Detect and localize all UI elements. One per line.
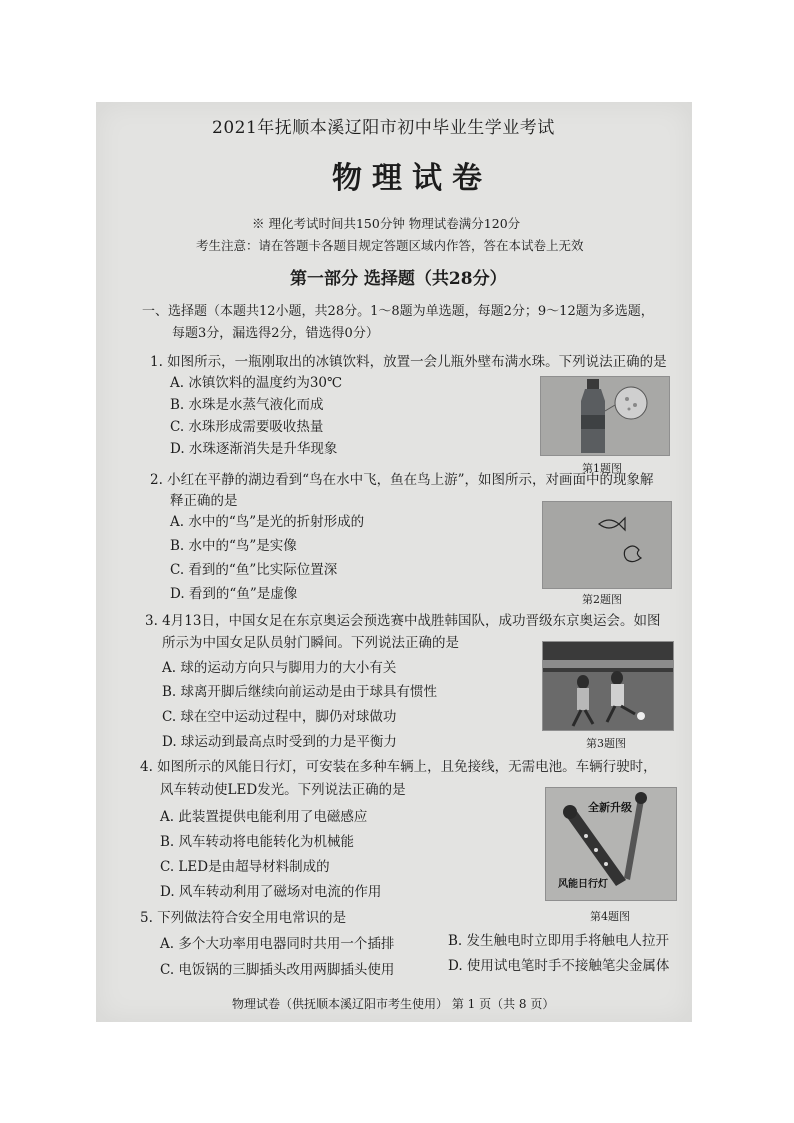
option: C. 电饭锅的三脚插头改用两脚插头使用	[160, 962, 395, 978]
option: A. 多个大功率用电器同时共用一个插排	[160, 936, 395, 952]
option: A. 冰镇饮料的温度约为30℃	[170, 375, 343, 391]
question-stem: 风车转动使LED发光。下列说法正确的是	[160, 782, 406, 798]
note-time: ※ 理化考试时间共150分钟 物理试卷满分120分	[252, 216, 521, 231]
figure-caption: 第4题图	[590, 910, 630, 923]
question-stem: 5. 下列做法符合安全用电常识的是	[140, 910, 347, 926]
page-footer: 物理试卷（供抚顺本溪辽阳市考生使用） 第 1 页（共 8 页）	[232, 997, 555, 1011]
option: A. 此装置提供电能利用了电磁感应	[160, 809, 368, 825]
option: A. 球的运动方向只与脚用力的大小有关	[162, 660, 397, 676]
option: B. 发生触电时立即用手将触电人拉开	[448, 933, 670, 949]
exam-title: 2021年抚顺本溪辽阳市初中毕业生学业考试	[212, 118, 555, 138]
option: C. 水珠形成需要吸收热量	[170, 419, 324, 435]
question-stem: 3. 4月13日，中国女足在东京奥运会预选赛中战胜韩国队，成功晋级东京奥运会。如图	[145, 613, 661, 629]
section-line: 一、选择题（本题共12小题，共28分。1～8题为单选题，每题2分；9～12题为多选题，	[142, 304, 654, 319]
figure-4-wind-lamp-image	[545, 787, 677, 901]
question-stem: 2. 小红在平静的湖边看到“鸟在水中飞，鱼在鸟上游”，如图所示，对画面中的现象解	[150, 472, 654, 488]
option: D. 水珠逐渐消失是升华现象	[170, 441, 338, 457]
figure-3-football-photo	[542, 641, 674, 731]
subject-title: 物理试卷	[332, 161, 492, 196]
note-instruction: 考生注意：请在答题卡各题目规定答题区域内作答，答在本试卷上无效	[196, 238, 584, 253]
option: B. 风车转动将电能转化为机械能	[160, 834, 355, 850]
option: D. 看到的“鱼”是虚像	[170, 586, 298, 602]
option: C. 球在空中运动过程中，脚仍对球做功	[162, 709, 397, 725]
option: B. 水中的“鸟”是实像	[170, 538, 297, 554]
figure-label-upgrade: 全新升级	[588, 801, 632, 814]
option: B. 球离开脚后继续向前运动是由于球具有惯性	[162, 684, 438, 700]
figure-caption: 第3题图	[586, 737, 626, 750]
section-line: 每题3分，漏选得2分，错选得0分）	[172, 326, 379, 341]
figure-caption: 第1题图	[582, 462, 622, 475]
option: D. 使用试电笔时手不接触笔尖金属体	[448, 958, 670, 974]
question-stem: 1. 如图所示，一瓶刚取出的冰镇饮料，放置一会儿瓶外壁布满水珠。下列说法正确的是	[150, 354, 667, 370]
question-stem: 所示为中国女足队员射门瞬间。下列说法正确的是	[162, 635, 459, 651]
option: C. LED是由超导材料制成的	[160, 859, 330, 875]
question-stem: 释正确的是	[170, 493, 238, 509]
question-stem: 4. 如图所示的风能日行灯，可安装在多种车辆上，且免接线，无需电池。车辆行驶时，	[140, 759, 657, 775]
option: D. 风车转动利用了磁场对电流的作用	[160, 884, 382, 900]
option: A. 水中的“鸟”是光的折射形成的	[170, 514, 365, 530]
option: C. 看到的“鱼”比实际位置深	[170, 562, 338, 578]
figure-label-product: 风能日行灯	[558, 879, 608, 890]
figure-2-bird-fish-image	[542, 501, 672, 589]
part-title: 第一部分 选择题（共28分）	[290, 269, 507, 289]
figure-caption: 第2题图	[582, 593, 622, 606]
figure-1-bottle-image	[540, 376, 670, 456]
option: B. 水珠是水蒸气液化而成	[170, 397, 324, 413]
option: D. 球运动到最高点时受到的力是平衡力	[162, 734, 397, 750]
